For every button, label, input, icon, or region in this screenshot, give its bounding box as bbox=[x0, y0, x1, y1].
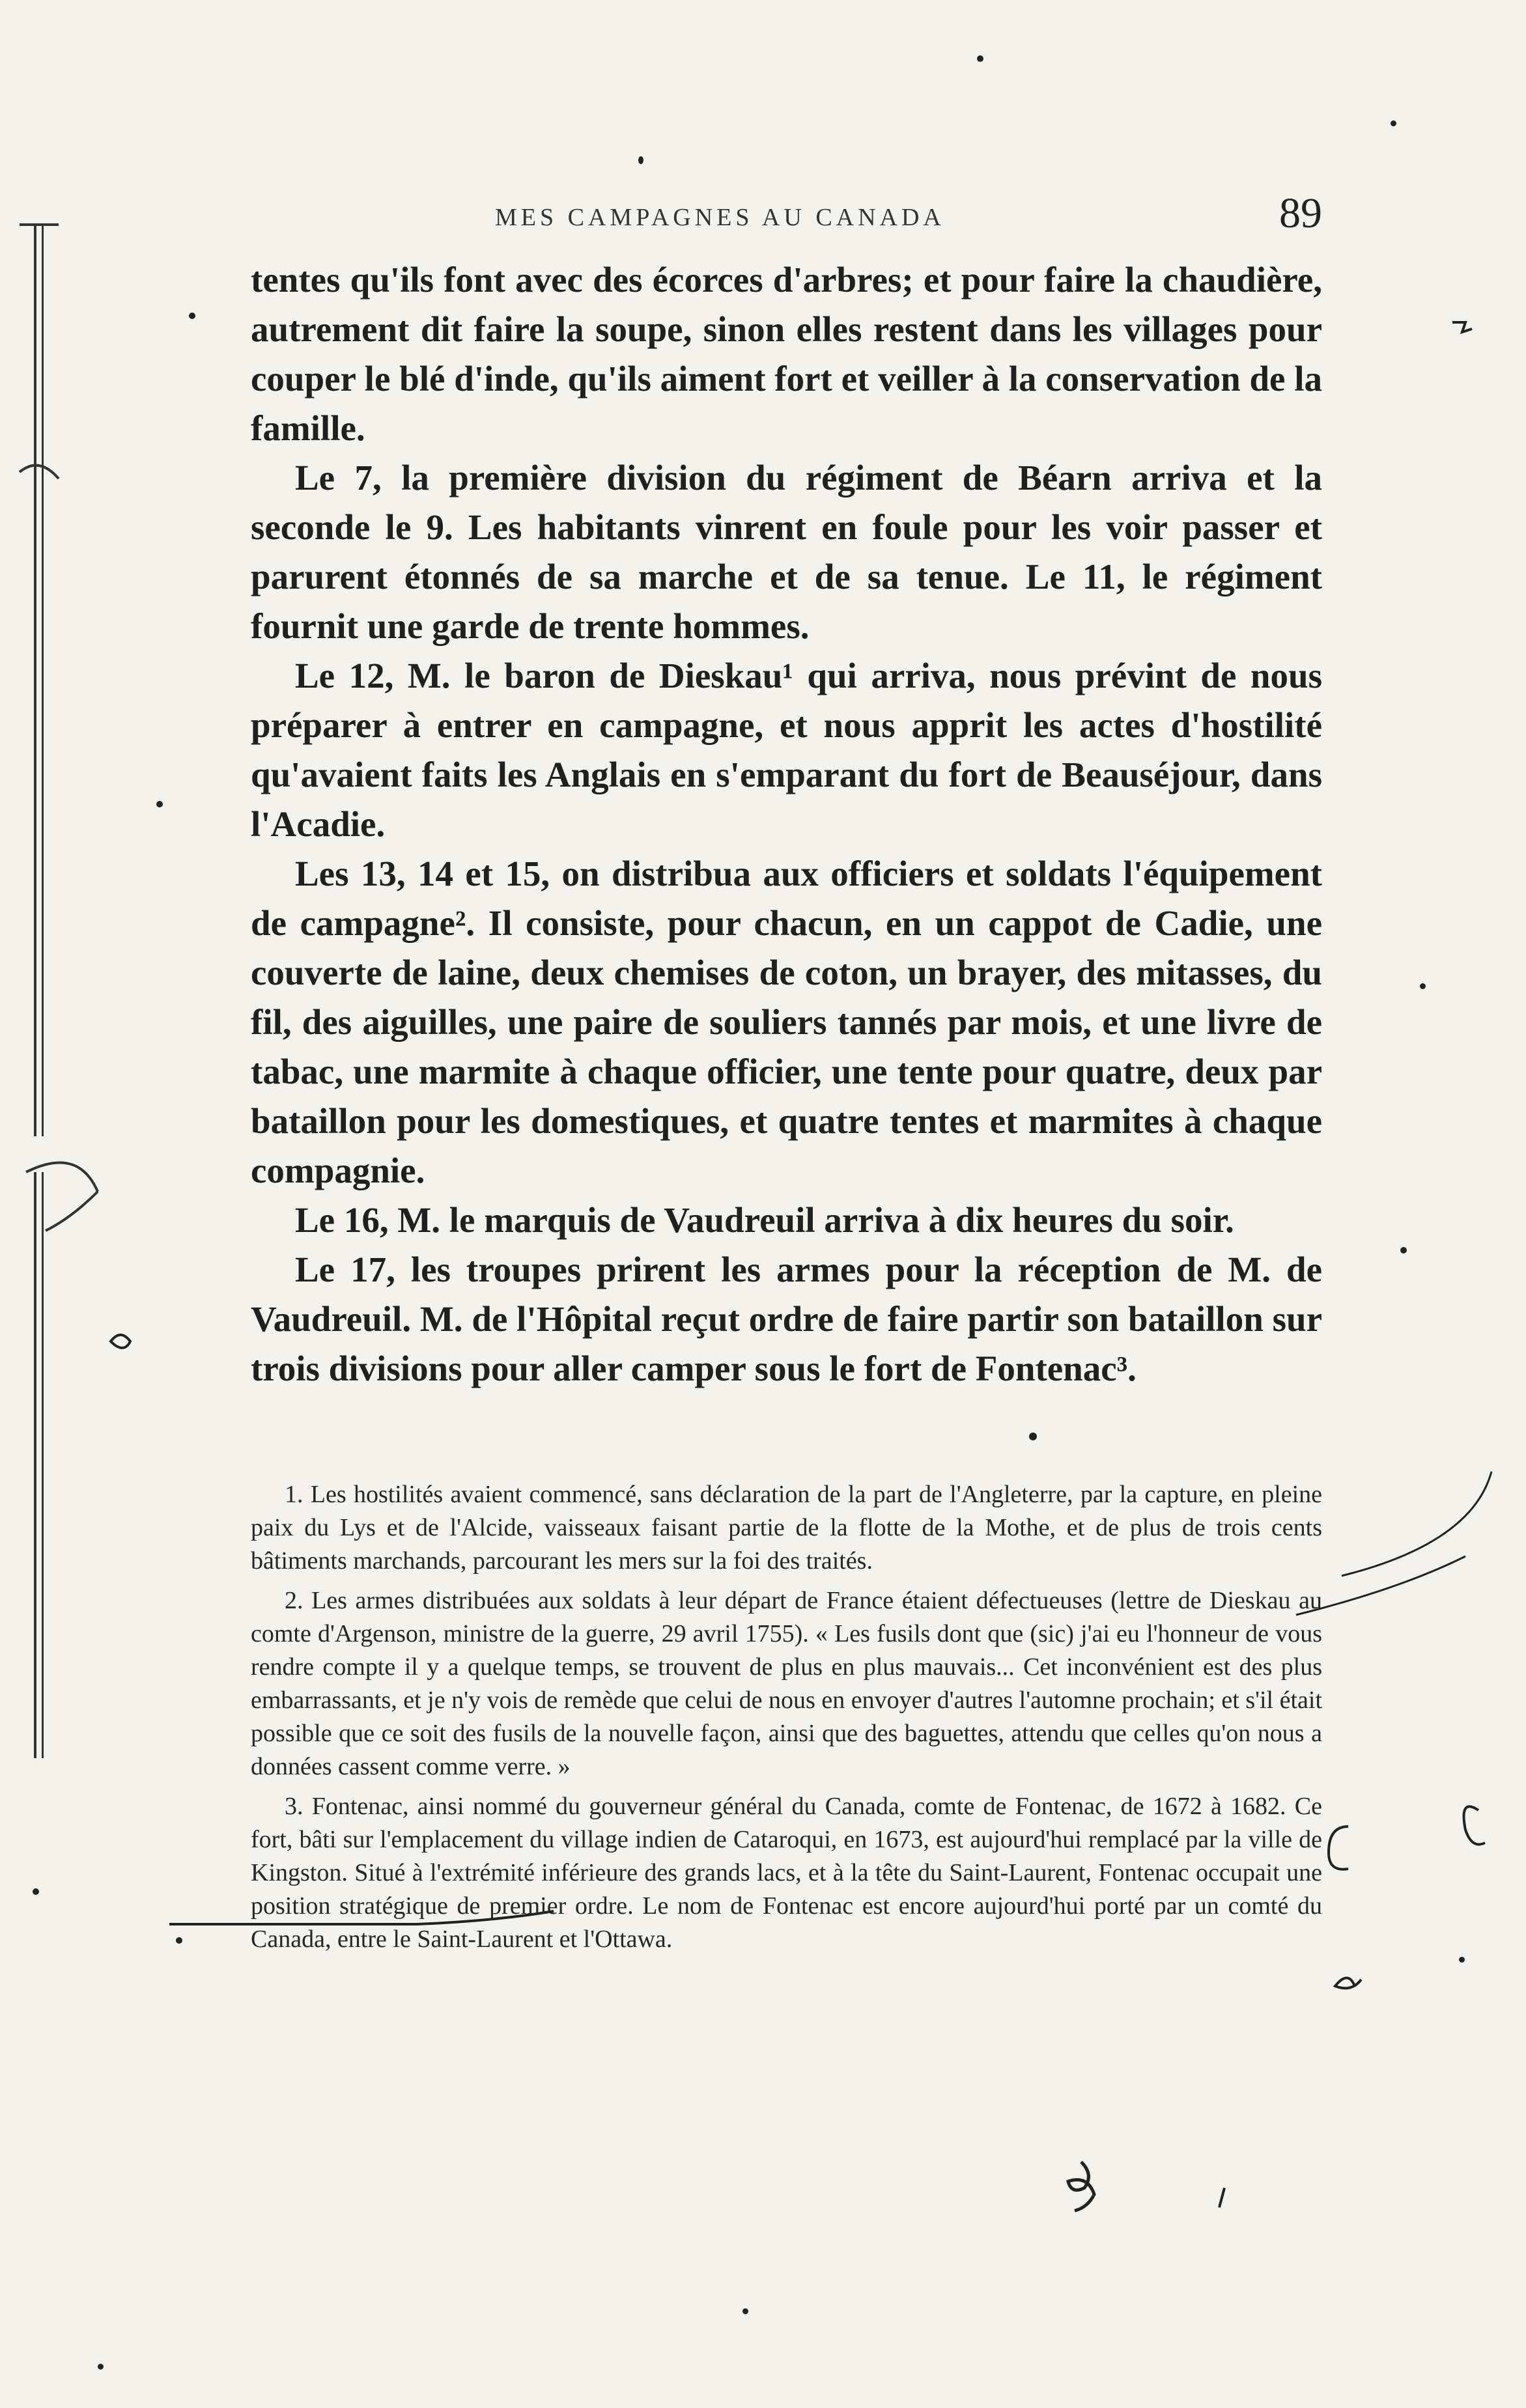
footnote: 2. Les armes distribuées aux soldats à leur départ de France étaient défectueuses (lettre de Dieskau au comte d'Argenson, ministre de la guerre, 29 avril 1755). « Les fusils dont que (sic) j'ai eu l'honneur de vous rendre compte il y a quelque temps, se trouvent de plus en plus mauvais... Cet inconvénient est des plus embarrassants, et je n'y vois de remède que celui de nous en envoyer d'autres l'automne prochain; et s'il était possible que ce soit des fusils de la nouvelle façon, ainsi que des baguettes, attendu que celles qu'on nous a données cassent comme verre. » bbox=[251, 1587, 1323, 1780]
scan-speck bbox=[742, 2308, 748, 2314]
running-head: MES CAMPAGNES AU CANADA bbox=[495, 204, 945, 231]
page-number: 89 bbox=[1279, 189, 1322, 237]
scan-speck bbox=[1420, 983, 1426, 989]
paragraph: Les 13, 14 et 15, on distribua aux officiers et soldats l'équipement de campagne². Il consiste, pour chacun, en un cappot de Cadie, une couverte de laine, deux chemises de coton, un brayer, des mitasses, du fil, des aiguilles, une paire de souliers tannés par mois, et une livre de tabac, une marmite à chaque officier, une tente pour quatre, deux par bataillon pour les domestiques, et quatre tentes et marmites à chaque compagnie. bbox=[251, 854, 1322, 1190]
scan-speck bbox=[98, 2364, 104, 2370]
scan-speck bbox=[156, 801, 163, 807]
page-header bbox=[247, 189, 1322, 241]
scan-speck bbox=[1459, 1957, 1465, 1963]
left-margin-line bbox=[34, 225, 36, 1136]
paragraph: Le 7, la première division du régiment de Béarn arriva et la seconde le 9. Les habitants vinrent en foule pour les voir passer et parurent étonnés de sa marche et de sa tenue. Le 11, le régiment fournit une garde de trente hommes. bbox=[251, 458, 1322, 646]
paragraph: Le 12, M. le baron de Dieskau¹ qui arriva, nous prévint de nous préparer à entrer en campagne, et nous apprit les actes d'hostilité qu'avaient faits les Anglais en s'emparant du fort de Beauséjour, dans l'Acadie. bbox=[251, 656, 1322, 844]
paragraph: Le 16, M. le marquis de Vaudreuil arriva à dix heures du soir. bbox=[295, 1200, 1234, 1240]
footnotes bbox=[251, 1478, 1322, 1963]
footnote: 1. Les hostilités avaient commencé, sans déclaration de la part de l'Angleterre, par la capture, en pleine paix du Lys et de l'Alcide, vaisseaux faisant partie de la flotte de la Mothe, et de plus de trois cents bâtiments marchands, parcourant les mers sur la foi des traités. bbox=[251, 1481, 1322, 1575]
scan-speck bbox=[33, 1888, 39, 1895]
scan-speck bbox=[638, 156, 643, 164]
left-margin-line-4 bbox=[42, 1172, 44, 1758]
scan-speck bbox=[1400, 1247, 1407, 1253]
footnote: 3. Fontenac, ainsi nommé du gouverneur général du Canada, comte de Fontenac, de 1672 à 1682. Ce fort, bâti sur l'emplacement du village indien de Cataroqui, en 1673, est aujourd'hui remplacé par la ville de Kingston. Situé à l'extrémité inférieure des grands lacs, et à la tête du Saint-Laurent, Fontenac occupait une position stratégique de premier ordre. Le nom de Fontenac est encore aujourd'hui porté par un comté du Canada, entre le Saint-Laurent et l'Ottawa. bbox=[251, 1793, 1322, 1953]
scan-speck bbox=[176, 1937, 182, 1944]
scan-speck bbox=[977, 55, 983, 62]
left-margin-line-3 bbox=[34, 1172, 36, 1758]
scan-speck bbox=[1029, 1433, 1037, 1440]
scan-speck bbox=[189, 313, 195, 319]
left-margin-line-2 bbox=[42, 225, 44, 1136]
paragraph: Le 17, les troupes prirent les armes pour la réception de M. de Vaudreuil. M. de l'Hôpital reçut ordre de faire partir son bataillon sur trois divisions pour aller camper sous le fort de Fontenac³. bbox=[251, 1250, 1322, 1388]
paragraph: tentes qu'ils font avec des écorces d'arbres; et pour faire la chaudière, autrement dit faire la soupe, sinon elles restent dans les villages pour couper le blé d'inde, qu'ils aiment fort et veiller à la conservation de la famille. bbox=[251, 260, 1322, 448]
main-text bbox=[251, 255, 1322, 1393]
scan-speck bbox=[1391, 120, 1396, 126]
